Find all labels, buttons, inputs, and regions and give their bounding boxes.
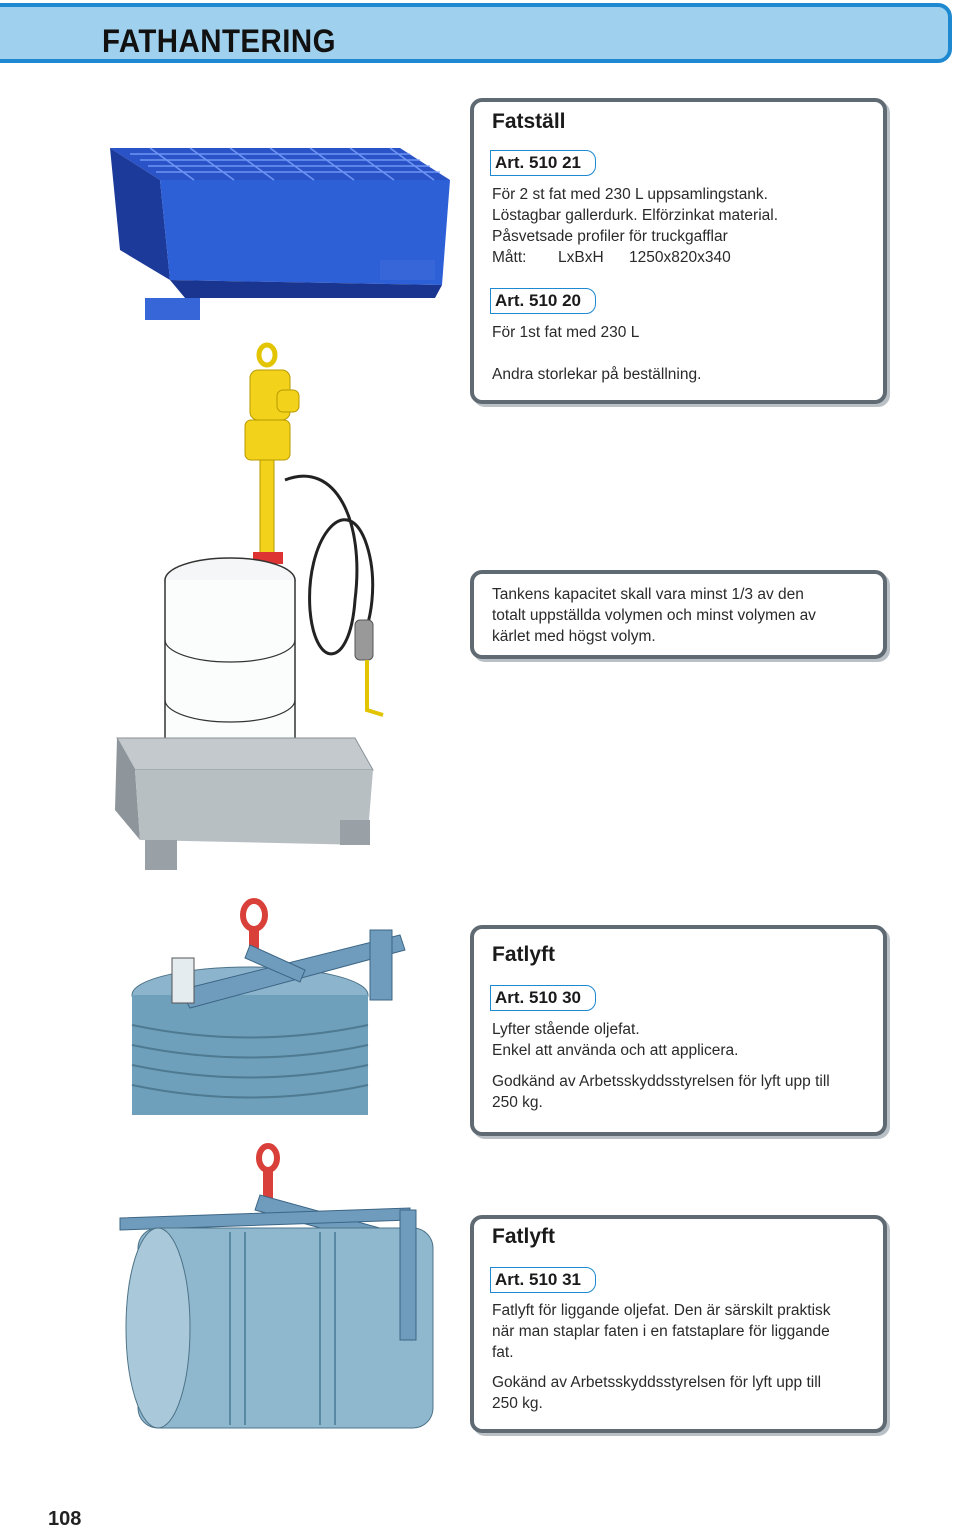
- fatstall-other-sizes: Andra storlekar på beställning.: [492, 366, 702, 383]
- fatstall-line-2: Löstagbar gallerdurk. Elförzinkat material.: [492, 207, 779, 224]
- fatstall-single-drum: För 1st fat med 230 L: [492, 324, 640, 341]
- fatlyft1-approval-2: 250 kg.: [492, 1094, 543, 1111]
- tank-capacity-box: [470, 570, 887, 659]
- fatstall-line-3: Påsvetsade profiler för truckgafflar: [492, 228, 728, 245]
- fatlyft-standing-box: [470, 925, 887, 1136]
- section-header: [0, 3, 952, 63]
- article-number-badge: Art. 510 30: [490, 985, 596, 1011]
- fatlyft2-line-1: Fatlyft för liggande oljefat. Den är särskilt praktisk: [492, 1302, 831, 1319]
- standing-drum-lifter-image: [130, 890, 430, 1120]
- fatstall-title: Fatställ: [492, 110, 566, 133]
- fatlyft-title: Fatlyft: [492, 1225, 555, 1248]
- article-number-badge: Art. 510 31: [490, 1267, 596, 1293]
- tank-line-3: kärlet med högst volym.: [492, 628, 656, 645]
- fatlyft1-approval-1: Godkänd av Arbetsskyddsstyrelsen för lyft upp till: [492, 1073, 830, 1090]
- drum-pump-on-tray-image: [105, 340, 395, 880]
- tank-line-1: Tankens kapacitet skall vara minst 1/3 av den: [492, 586, 804, 603]
- lying-drum-lifter-image: [110, 1140, 440, 1450]
- fatlyft2-line-3: fat.: [492, 1344, 514, 1361]
- fatlyft-title: Fatlyft: [492, 943, 555, 966]
- dimensions-value: 1250x820x340: [629, 249, 731, 266]
- page-number: 108: [48, 1508, 82, 1530]
- fatstall-info-box: [470, 98, 887, 404]
- section-title: FATHANTERING: [102, 23, 336, 59]
- fatlyft1-line-2: Enkel att använda och att applicera.: [492, 1042, 739, 1059]
- blue-drum-tray-image: [90, 120, 460, 330]
- fatstall-line-1: För 2 st fat med 230 L uppsamlingstank.: [492, 186, 768, 203]
- article-number-badge: Art. 510 21: [490, 150, 596, 176]
- fatlyft-lying-box: [470, 1215, 887, 1433]
- dimensions-axes: LxBxH: [558, 249, 604, 266]
- fatlyft2-line-2: när man staplar faten i en fatstaplare för liggande: [492, 1323, 830, 1340]
- dimensions-label: Mått:: [492, 249, 527, 266]
- fatlyft2-approval-2: 250 kg.: [492, 1395, 543, 1412]
- tank-line-2: totalt uppställda volymen och minst volymen av: [492, 607, 816, 624]
- fatlyft1-line-1: Lyfter stående oljefat.: [492, 1021, 640, 1038]
- article-number-badge: Art. 510 20: [490, 288, 596, 314]
- fatlyft2-approval-1: Gokänd av Arbetsskyddsstyrelsen för lyft upp till: [492, 1374, 822, 1391]
